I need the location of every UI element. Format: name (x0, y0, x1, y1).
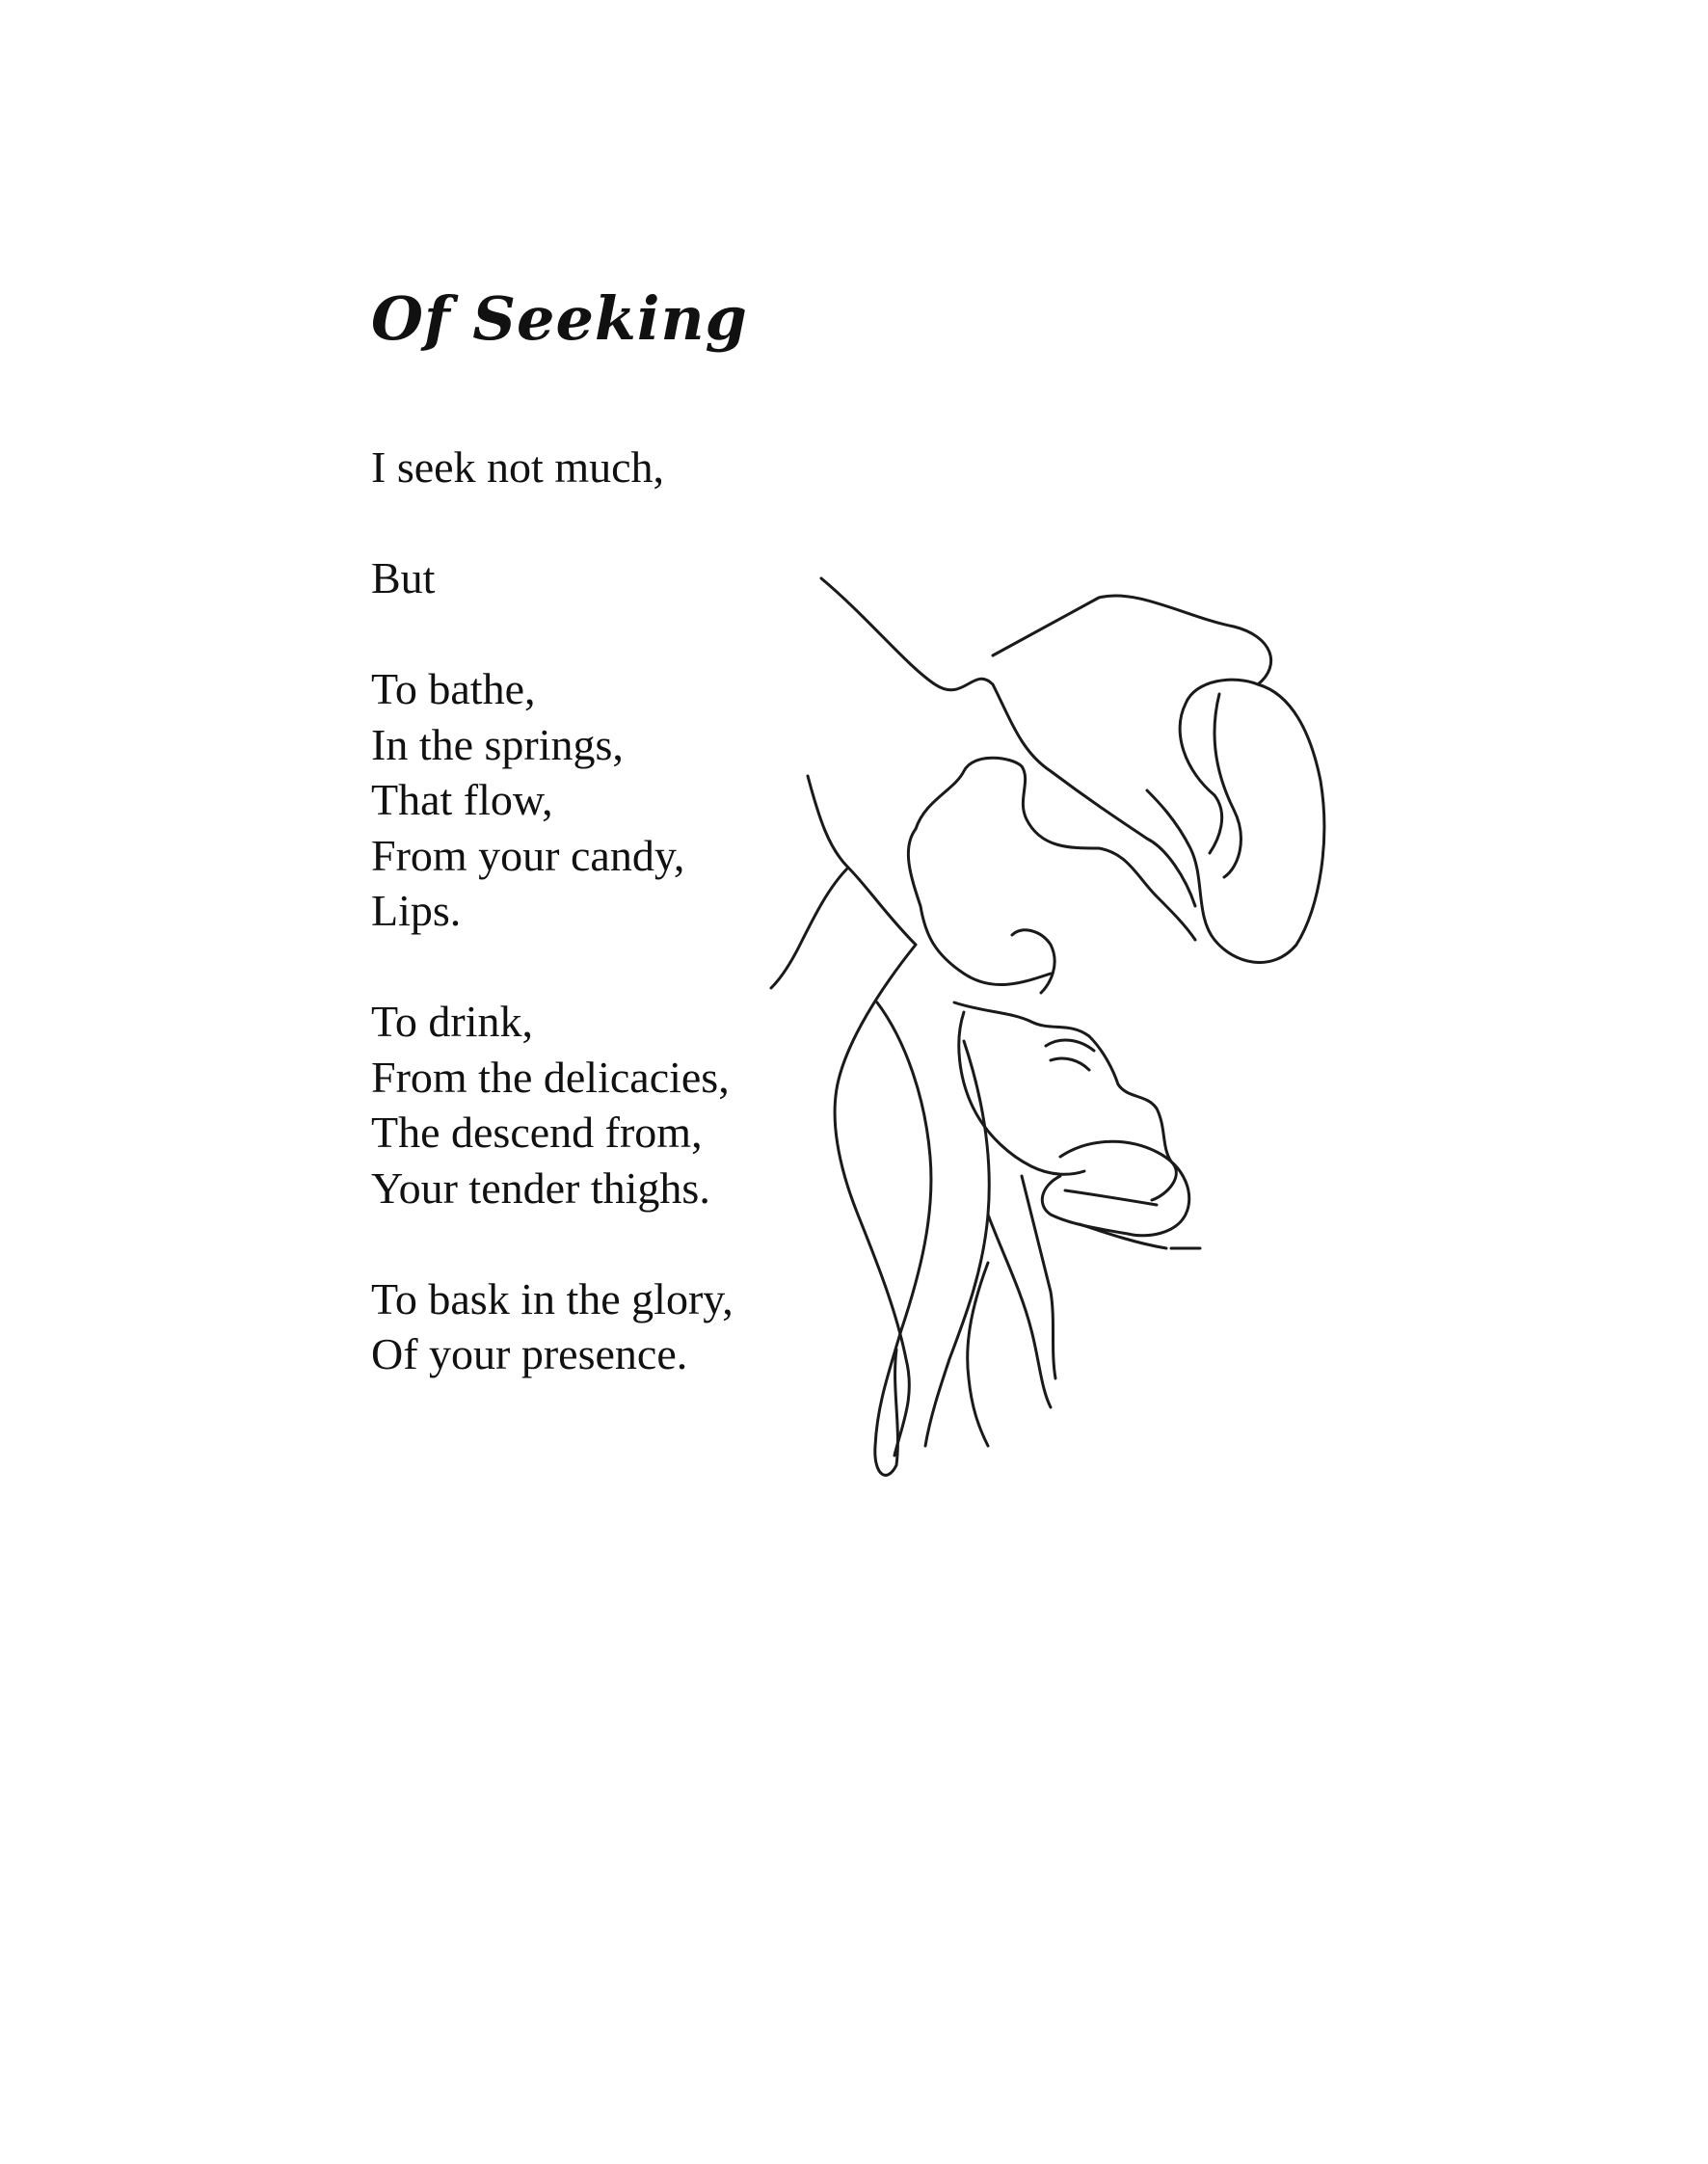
poem-line: Of your presence. (371, 1329, 688, 1378)
lower-figure-shoulder-line (808, 776, 916, 945)
lower-figure-left-contour-line (771, 868, 848, 988)
poem-line: To bask in the glory, (371, 1273, 734, 1323)
poem-line: To drink, (371, 997, 533, 1046)
arm-lower-line-2 (968, 1263, 988, 1446)
poem-line: That flow, (371, 775, 553, 824)
finger-line (1065, 1190, 1157, 1205)
poem-line: In the springs, (371, 719, 624, 769)
hair-loop-line (1214, 694, 1241, 877)
lower-brow-line (1046, 1040, 1094, 1051)
upper-figure-arm-line (821, 578, 1195, 906)
arm-lower-line (988, 1215, 1051, 1407)
torso-left-line (835, 945, 916, 1456)
stanza-1 (371, 440, 911, 495)
torso-loop-line (875, 1002, 931, 1475)
torso-right-line (925, 1041, 989, 1446)
lower-eye-line (1051, 1058, 1089, 1070)
poem-line: From the delicacies, (371, 1052, 730, 1102)
poem-line: The descend from, (371, 1108, 703, 1157)
poem-line: But (371, 553, 436, 602)
hair-inner-line (1147, 684, 1324, 963)
poem-line: From your candy, (371, 830, 685, 880)
poem-line: Lips. (371, 886, 462, 935)
upper-face-profile-line (916, 758, 1195, 940)
poem-line: Your tender thighs. (371, 1162, 710, 1213)
poem-line: To bathe, (371, 664, 536, 713)
poem-line: I seek not much, (371, 442, 665, 492)
upper-face-jaw-line (908, 829, 1051, 985)
neck-line (1022, 1176, 1055, 1378)
line-art-couple-embrace-icon (733, 559, 1349, 1523)
poem-title: Of Seeking (371, 283, 748, 354)
hair-outline-line (993, 596, 1271, 853)
